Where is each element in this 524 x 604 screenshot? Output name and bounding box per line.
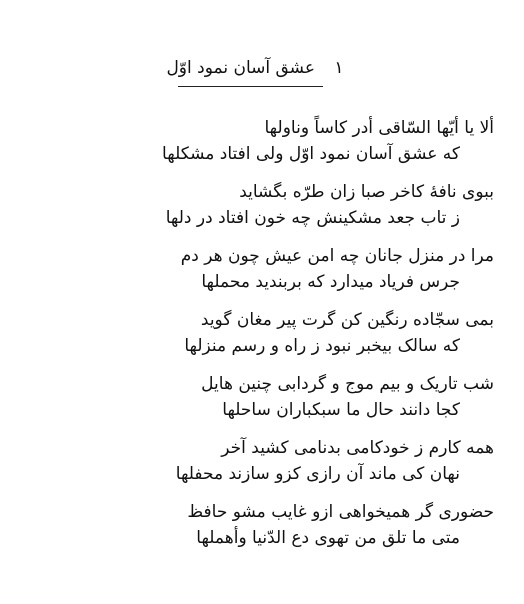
verse-1-second-hemistich: که عشق آسان نمود اوّل ولی افتاد مشکلها [162,144,460,164]
verse-3-first-hemistich: مرا در منزل جانان چه امن عیش چون هر دم [180,246,494,266]
verse-5-second-hemistich: کجا دانند حال ما سبکباران ساحلها [222,400,460,420]
poem-number: ۱ [334,58,344,78]
verse-6-first-hemistich: همه کارم ز خودکامی بدنامی کشید آخر [221,438,494,458]
verse-2-first-hemistich: ببوی نافهٔ کاخر صبا زان طرّه بگشاید [239,182,494,202]
verse-3-second-hemistich: جرس فریاد میدارد که بربندید محملها [201,272,460,292]
verse-7-second-hemistich: متی ما تلق من تهوی دع الدّنیا وأهملها [196,528,460,548]
title-underline [178,86,323,87]
verse-4-second-hemistich: که سالک بیخبر نبود ز راه و رسم منزلها [184,336,460,356]
verse-1-first-hemistich: ألا یا أیّها السّاقی أدر کاساً وناولها [264,118,494,138]
poem-title: عشق آسان نمود اوّل [166,58,315,78]
verse-4-first-hemistich: بمی سجّاده رنگین کن گرت پیر مغان گوید [200,310,494,330]
verse-6-second-hemistich: نهان کی ماند آن رازی کزو سازند محفلها [175,464,460,484]
verse-2-second-hemistich: ز تاب جعد مشکینش چه خون افتاد در دلها [165,208,460,228]
verse-7-first-hemistich: حضوری گر همیخواهی ازو غایب مشو حافظ [187,502,494,522]
poem-heading [140,58,370,78]
verse-5-first-hemistich: شب تاریک و بیم موج و گردابی چنین هایل [201,374,494,394]
